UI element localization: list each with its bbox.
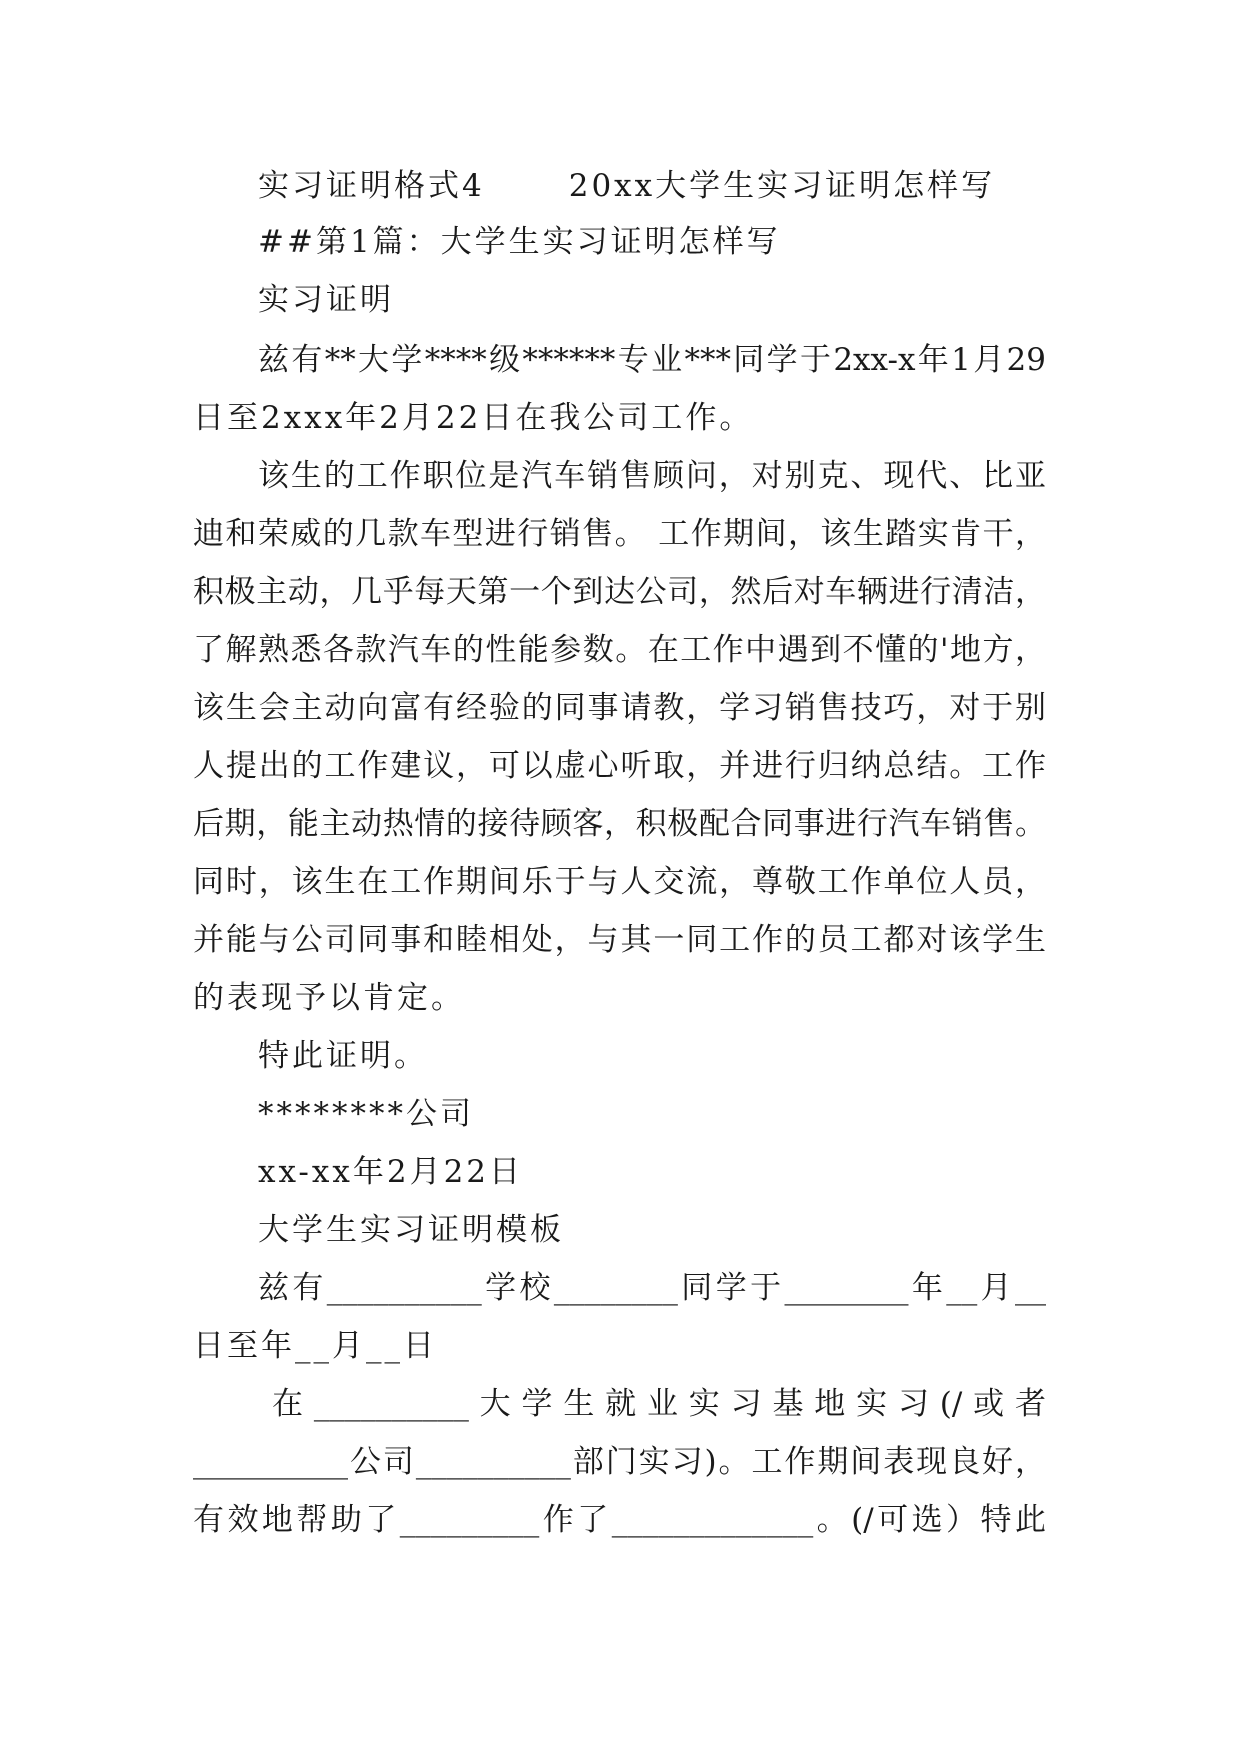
paragraph-line: 积极主动，几乎每天第一个到达公司，然后对车辆进行清洁， [193,574,1046,610]
paragraph-line: 了解熟悉各款汽车的性能参数。在工作中遇到不懂的'地方， [193,632,1046,668]
paragraph-line: 日至年__月__日 [193,1328,437,1364]
paragraph-line: 有效地帮助了_________作了_____________。(/可选）特此 [193,1502,1046,1538]
paragraph-line: __________公司__________部门实习)。工作期间表现良好， [193,1444,1046,1480]
company-signature: ********公司 [258,1096,474,1132]
article-title: 实习证明 [258,282,394,318]
closing-text: 特此证明。 [258,1038,428,1074]
paragraph-line: 该生会主动向富有经验的同事请教，学习销售技巧，对于别 [193,690,1046,726]
paragraph-line: 同时，该生在工作期间乐于与人交流，尊敬工作单位人员， [193,864,1046,900]
template-title: 大学生实习证明模板 [258,1212,564,1248]
header-line [258,166,995,206]
paragraph-line: 后期，能主动热情的接待顾客，积极配合同事进行汽车销售。 [193,806,1046,842]
paragraph-line: 该生的工作职位是汽车销售顾问，对别克、现代、比亚 [258,458,1046,494]
article-heading: ##第1篇：大学生实习证明怎样写 [258,224,781,260]
paragraph-line: 并能与公司同事和睦相处，与其一同工作的员工都对该学生 [193,922,1046,958]
paragraph-line: 在__________大学生就业实习基地实习(/或者 [272,1386,1046,1422]
header-right: 20xx大学生实习证明怎样写 [568,168,996,204]
paragraph-line: 兹有__________学校________同学于________年__月__ [258,1270,1046,1306]
paragraph-line: 兹有**大学****级******专业***同学于2xx-x年1月29 [258,342,1046,378]
signature-date: xx-xx年2月22日 [258,1154,524,1190]
paragraph-line: 人提出的工作建议，可以虚心听取，并进行归纳总结。工作 [193,748,1046,784]
paragraph-line: 日至2xxx年2月22日在我公司工作。 [193,400,754,436]
header-left: 实习证明格式4 [258,168,485,204]
paragraph-line: 的表现予以肯定。 [193,980,465,1016]
paragraph-line: 迪和荣威的几款车型进行销售。 工作期间，该生踏实肯干， [193,516,1046,552]
